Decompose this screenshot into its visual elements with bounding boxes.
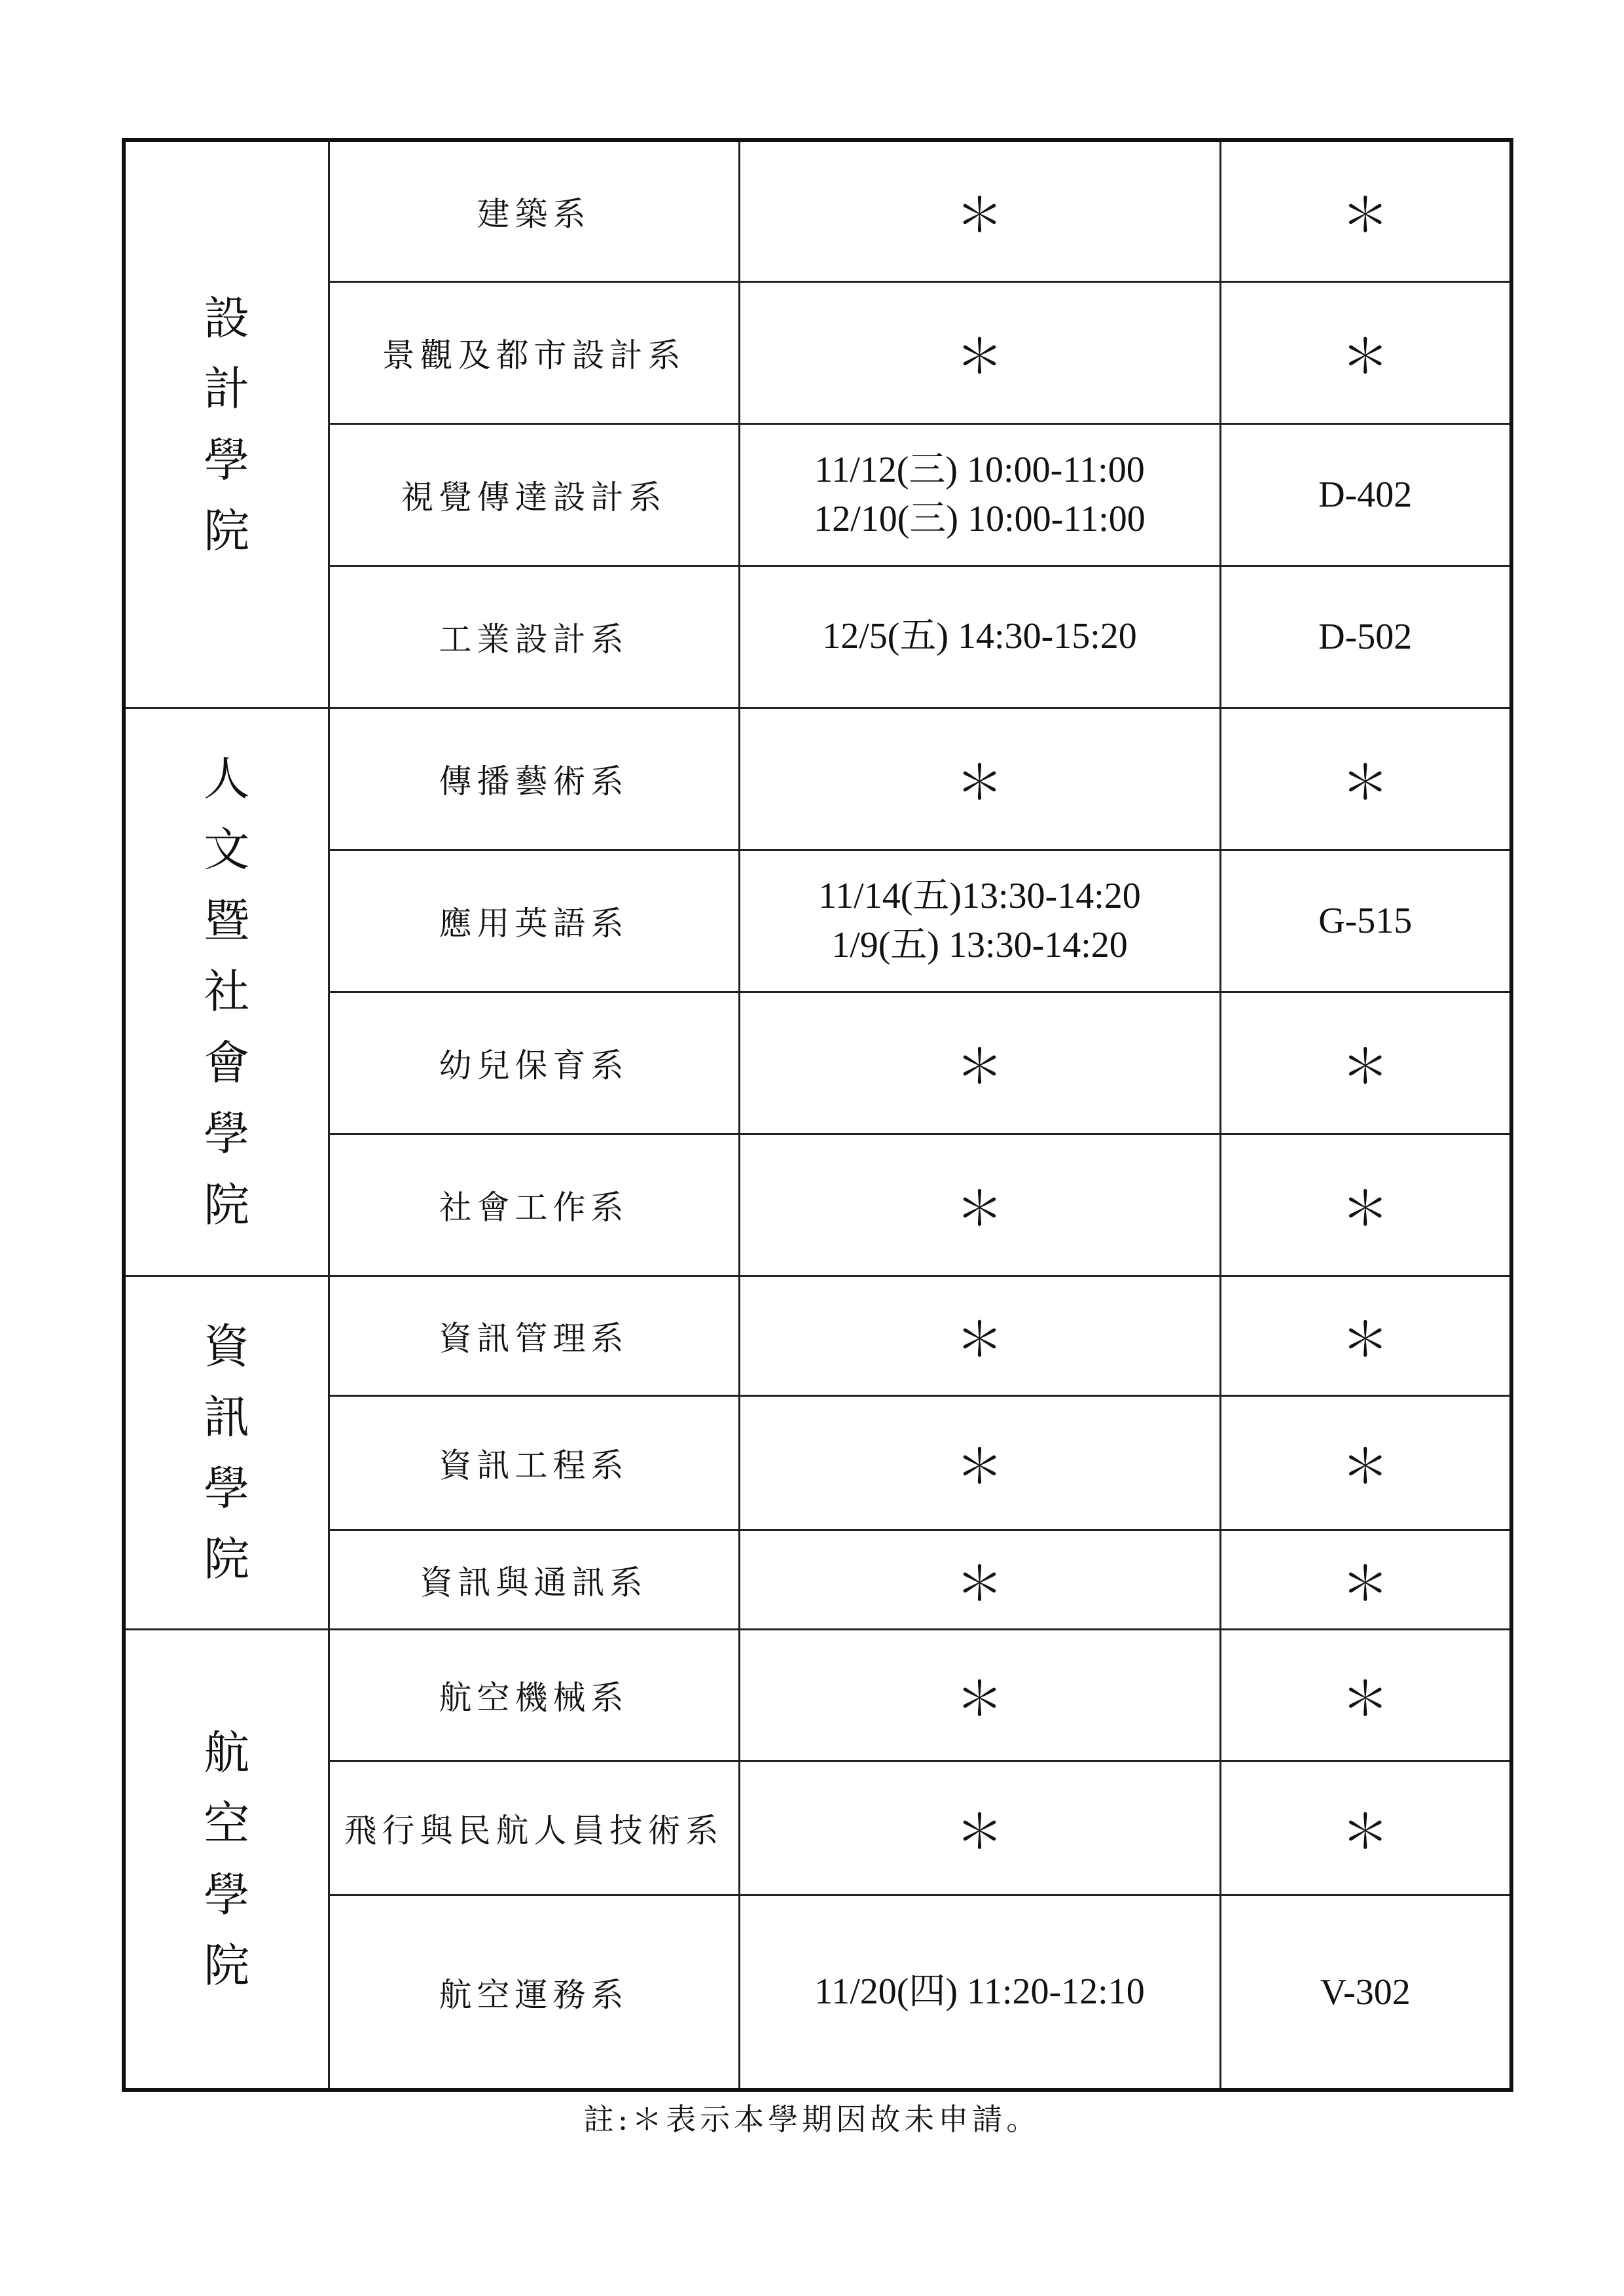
session-time: ＊ [956,1312,1003,1367]
schedule-table-body [124,140,1511,2090]
session-time-cell [739,1395,1220,1530]
session-time-cell [739,1761,1220,1895]
room: ＊ [1220,1630,1511,1761]
department-name: 飛行與民航人員技術系 [329,1761,739,1895]
department-name: 資訊與通訊系 [329,1530,739,1630]
table-row [124,282,1511,424]
room: ＊ [1220,1276,1511,1396]
college-cell [124,1630,329,2090]
session-time-cell [739,1895,1220,2090]
session-time-cell [739,1630,1220,1761]
session-time-cell [739,992,1220,1134]
session-time-cell [739,282,1220,424]
session-time: 11/20(四) 11:20-12:10 [814,1971,1145,2012]
table-row [124,1530,1511,1630]
department-name: 幼兒保育系 [329,992,739,1134]
college-cell [124,140,329,708]
session-time: 11/14(五)13:30-14:20 [818,875,1141,916]
table-row [124,424,1511,566]
department-name: 建築系 [329,140,739,282]
college-name: 人文暨社會學院 [204,751,250,1232]
table-row [124,1134,1511,1276]
department-name: 航空運務系 [329,1895,739,2090]
session-time-cell [739,140,1220,282]
room: ＊ [1220,992,1511,1134]
room: ＊ [1220,1530,1511,1630]
session-time: ＊ [956,1804,1003,1860]
session-time-cell [739,1276,1220,1396]
room: ＊ [1220,1761,1511,1895]
department-name: 視覺傳達設計系 [329,424,739,566]
room: ＊ [1220,1395,1511,1530]
department-name: 資訊管理系 [329,1276,739,1396]
session-time: ＊ [956,1672,1003,1727]
table-row [124,140,1511,282]
session-time-cell [739,424,1220,566]
session-time: ＊ [956,329,1003,385]
table-row [124,1276,1511,1396]
schedule-table [122,138,1513,2092]
session-time-cell [739,708,1220,850]
table-row [124,1630,1511,1761]
department-name: 應用英語系 [329,850,739,992]
room: ＊ [1220,1134,1511,1276]
session-time: ＊ [956,755,1003,811]
session-time: 1/9(五) 13:30-14:20 [831,925,1128,966]
table-row [124,850,1511,992]
session-time: ＊ [956,1039,1003,1095]
department-name: 社會工作系 [329,1134,739,1276]
table-row [124,1895,1511,2090]
session-time: ＊ [956,188,1003,243]
footnote: 註:＊表示本學期因故未申請。 [583,2102,1041,2137]
session-time: ＊ [956,1181,1003,1237]
session-time: 12/5(五) 14:30-15:20 [822,616,1137,657]
session-time-cell [739,1530,1220,1630]
session-time: 12/10(三) 10:00-11:00 [814,499,1146,540]
college-name: 航空學院 [204,1725,250,1993]
session-time: ＊ [956,1556,1003,1611]
room: G-515 [1220,850,1511,992]
room: D-502 [1220,566,1511,708]
department-name: 傳播藝術系 [329,708,739,850]
college-name: 資訊學院 [204,1319,250,1587]
table-row [124,992,1511,1134]
session-time-cell [739,1134,1220,1276]
session-time: ＊ [956,1439,1003,1494]
room: ＊ [1220,140,1511,282]
table-row [124,566,1511,708]
table-row [124,1761,1511,1895]
table-row [124,708,1511,850]
room: V-302 [1220,1895,1511,2090]
session-time-cell [739,566,1220,708]
session-time: 11/12(三) 10:00-11:00 [814,449,1145,490]
college-cell [124,708,329,1276]
table-row [124,1395,1511,1530]
department-name: 工業設計系 [329,566,739,708]
department-name: 資訊工程系 [329,1395,739,1530]
college-name: 設計學院 [204,291,250,558]
department-name: 航空機械系 [329,1630,739,1761]
room: ＊ [1220,708,1511,850]
department-name: 景觀及都市設計系 [329,282,739,424]
room: D-402 [1220,424,1511,566]
room: ＊ [1220,282,1511,424]
college-cell [124,1276,329,1630]
session-time-cell [739,850,1220,992]
